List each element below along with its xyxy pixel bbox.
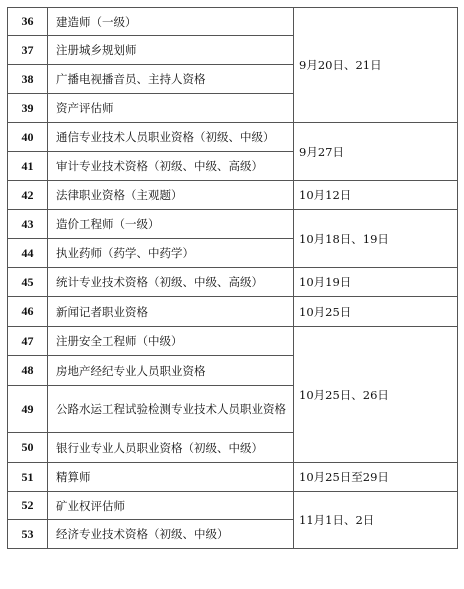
exam-date: 10月19日 [294,268,458,297]
row-number: 40 [8,123,48,152]
table-row [8,210,458,239]
exam-schedule-table-wrapper [7,7,458,549]
row-number: 52 [8,492,48,520]
exam-name: 广播电视播音员、主持人资格 [48,65,294,94]
exam-name: 注册城乡规划师 [48,36,294,65]
exam-date: 10月25日、26日 [294,327,458,463]
table-row [8,297,458,327]
exam-date: 10月25日 [294,297,458,327]
table-row [8,123,458,152]
exam-name: 建造师（一级） [48,8,294,36]
row-number: 39 [8,94,48,123]
row-number: 36 [8,8,48,36]
table-row [8,463,458,492]
row-number: 45 [8,268,48,297]
row-number: 53 [8,520,48,549]
row-number: 48 [8,356,48,386]
row-number: 41 [8,152,48,181]
exam-name: 经济专业技术资格（初级、中级） [48,520,294,549]
table-row [8,8,458,36]
exam-name: 资产评估师 [48,94,294,123]
row-number: 46 [8,297,48,327]
exam-date: 9月20日、21日 [294,8,458,123]
exam-name: 执业药师（药学、中药学） [48,239,294,268]
table-row [8,492,458,520]
row-number: 47 [8,327,48,356]
row-number: 37 [8,36,48,65]
row-number: 43 [8,210,48,239]
exam-name: 法律职业资格（主观题） [48,181,294,210]
table-row [8,327,458,356]
table-row [8,181,458,210]
row-number: 38 [8,65,48,94]
exam-name: 通信专业技术人员职业资格（初级、中级） [48,123,294,152]
exam-name: 公路水运工程试验检测专业技术人员职业资格 [48,386,294,433]
exam-name: 统计专业技术资格（初级、中级、高级） [48,268,294,297]
exam-name: 审计专业技术资格（初级、中级、高级） [48,152,294,181]
row-number: 49 [8,386,48,433]
exam-name: 新闻记者职业资格 [48,297,294,327]
exam-name: 银行业专业人员职业资格（初级、中级） [48,433,294,463]
exam-schedule-table [7,7,458,549]
exam-date: 10月25日至29日 [294,463,458,492]
exam-name: 房地产经纪专业人员职业资格 [48,356,294,386]
exam-date: 10月18日、19日 [294,210,458,268]
exam-name: 造价工程师（一级） [48,210,294,239]
exam-date: 10月12日 [294,181,458,210]
exam-schedule-body [8,8,458,549]
exam-date: 9月27日 [294,123,458,181]
table-row [8,268,458,297]
row-number: 44 [8,239,48,268]
exam-name: 矿业权评估师 [48,492,294,520]
exam-name: 注册安全工程师（中级） [48,327,294,356]
row-number: 51 [8,463,48,492]
row-number: 50 [8,433,48,463]
exam-name: 精算师 [48,463,294,492]
row-number: 42 [8,181,48,210]
exam-date: 11月1日、2日 [294,492,458,549]
